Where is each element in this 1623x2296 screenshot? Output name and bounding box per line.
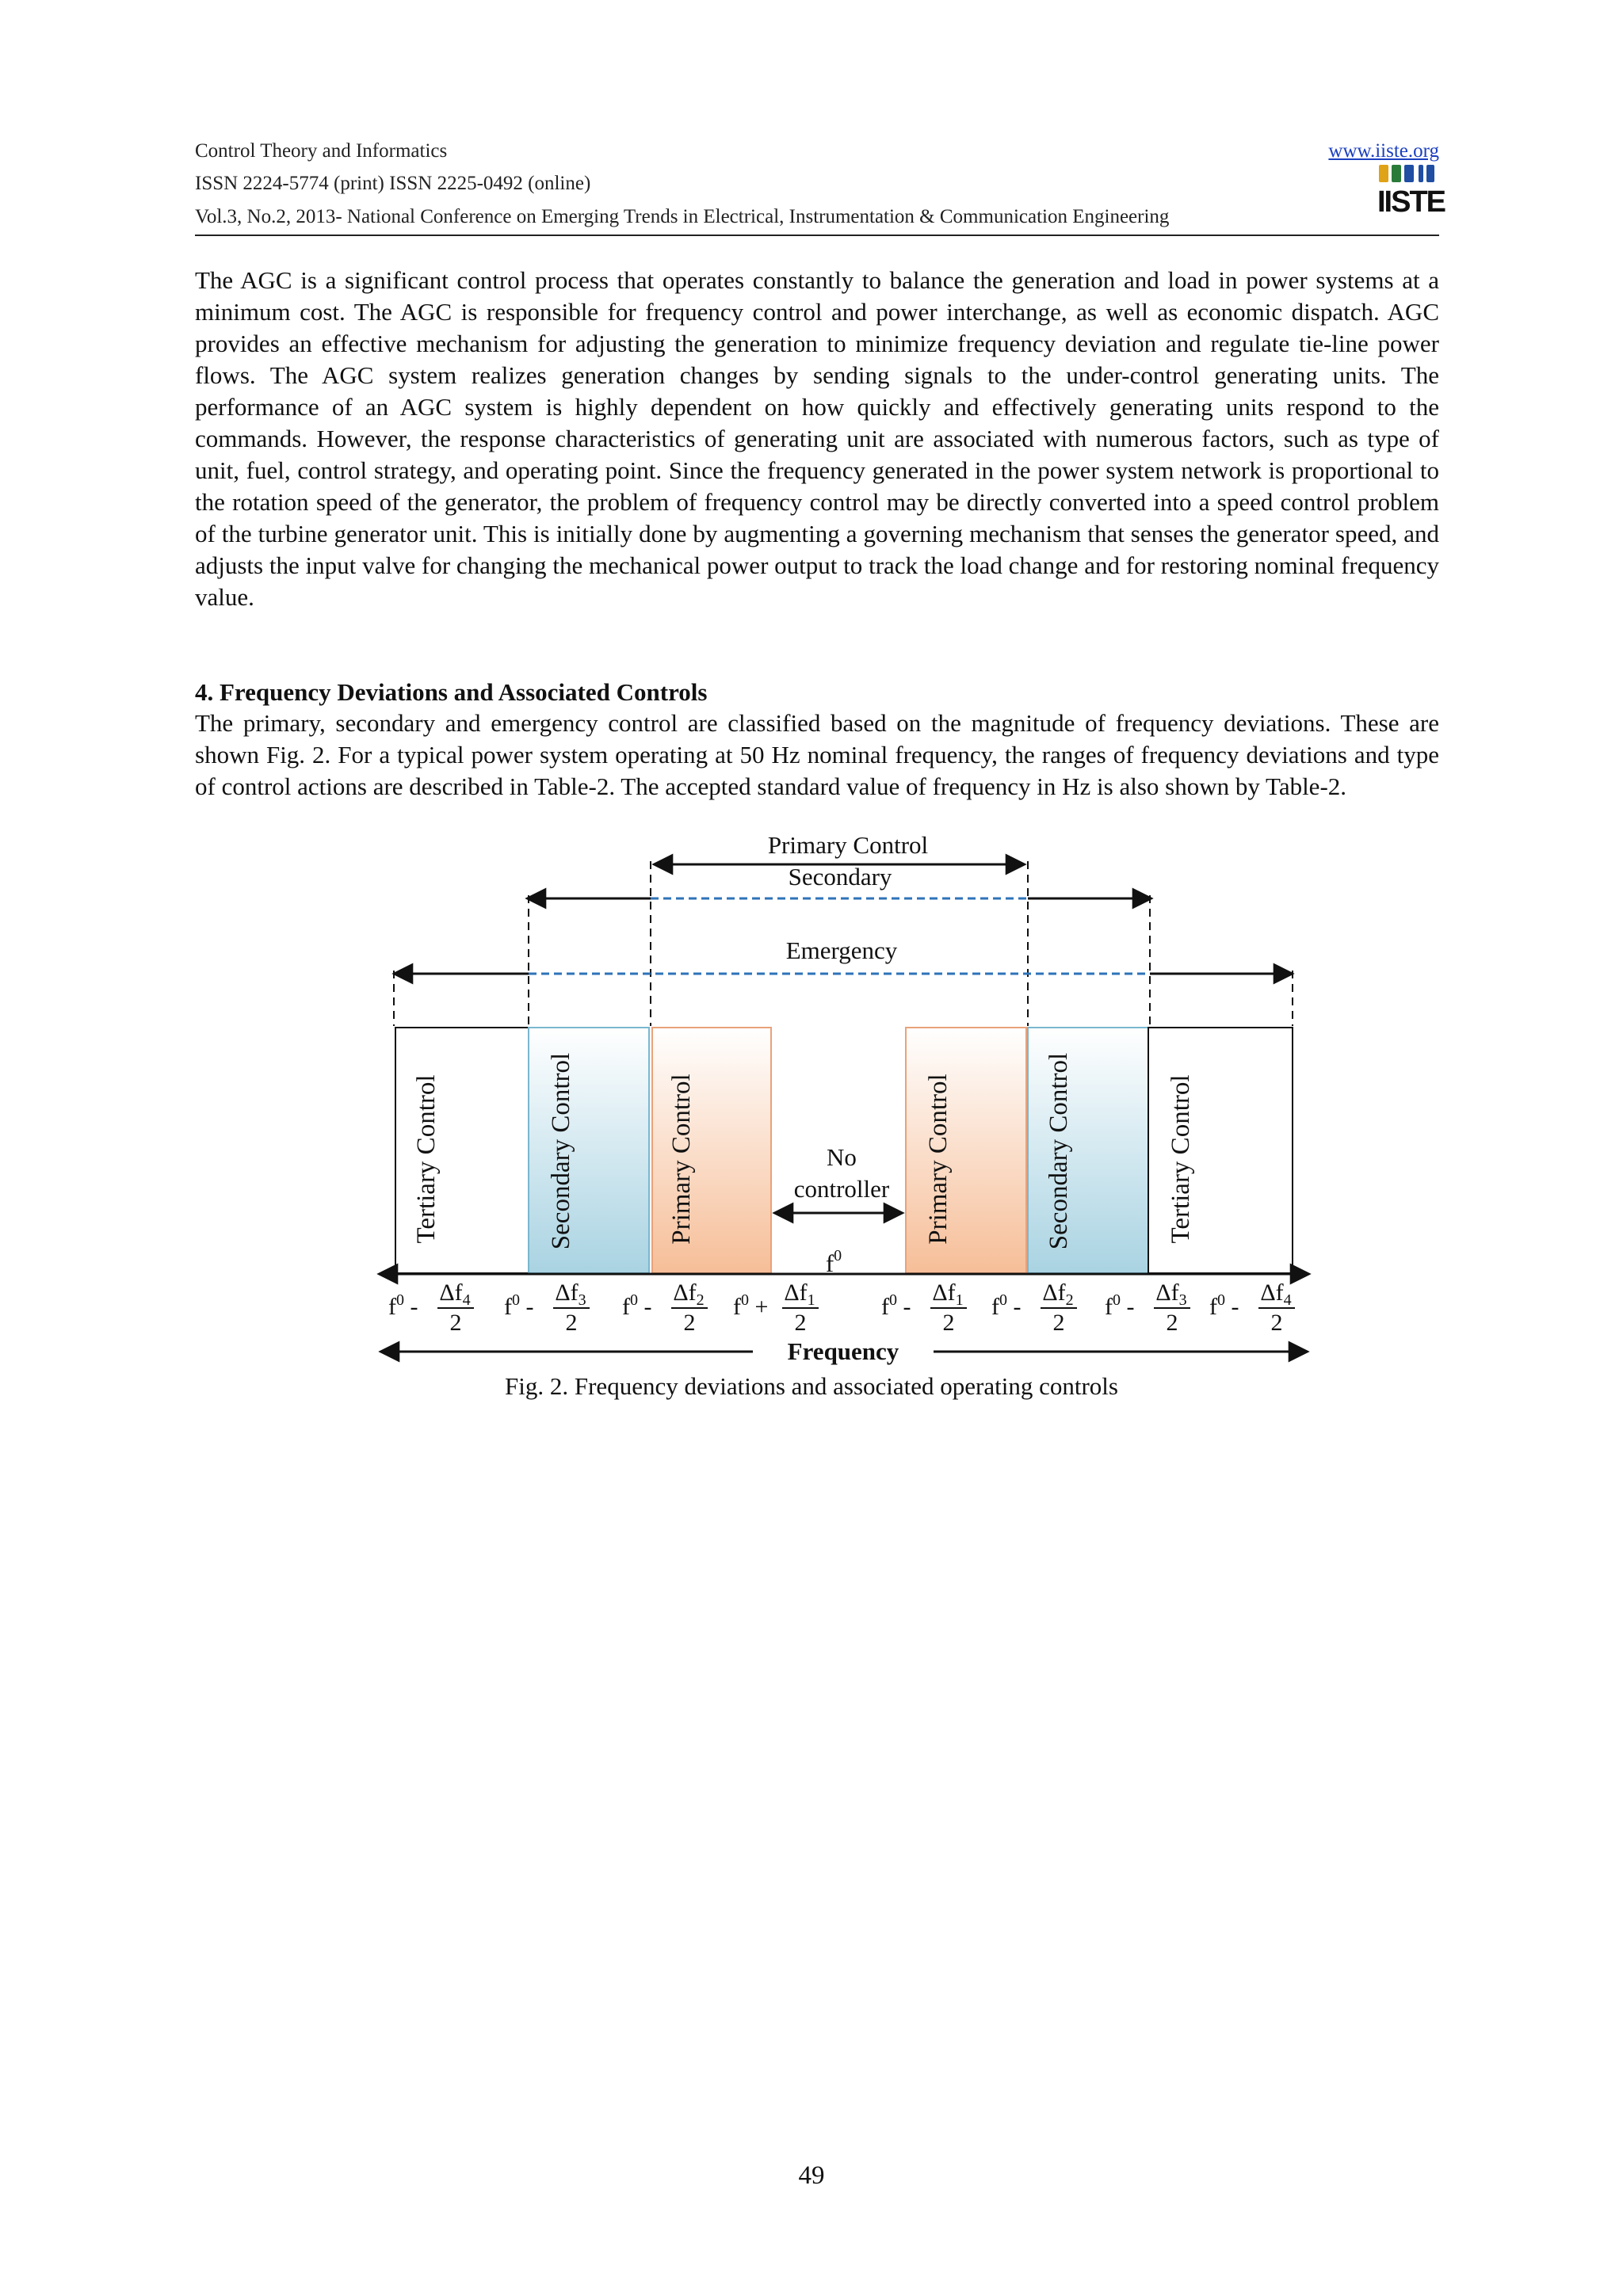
tertiary-control-label-left: Tertiary Control	[412, 1074, 441, 1244]
secondary-control-label-right: Secondary Control	[1044, 1052, 1073, 1250]
tick-denominator: 2	[942, 1310, 955, 1336]
section-heading: 4. Frequency Deviations and Associated Controls	[195, 678, 708, 706]
journal-volume: Vol.3, No.2, 2013- National Conference on Emerging Trends in Electrical, Instrumentation & Communication Engineering	[195, 206, 1170, 227]
frequency-label: Frequency	[787, 1337, 899, 1365]
tick-label	[991, 1280, 1077, 1336]
tick-base: $f^0$ -	[622, 1291, 652, 1320]
logo-bar-icon	[1404, 165, 1414, 182]
tick-label	[388, 1280, 474, 1336]
iiste-logo	[1377, 165, 1445, 225]
tick-label	[733, 1280, 819, 1336]
journal-url-link[interactable]: www.iiste.org	[1328, 140, 1439, 162]
journal-title: Control Theory and Informatics	[195, 140, 448, 162]
tick-base: $f^0$ -	[991, 1291, 1022, 1320]
tick-label	[1105, 1280, 1190, 1336]
emergency-label: Emergency	[785, 936, 898, 964]
no-controller-label-1: No	[827, 1143, 857, 1171]
journal-issn: ISSN 2224-5774 (print) ISSN 2225-0492 (online)	[195, 173, 591, 194]
center-sup: 0	[834, 1247, 842, 1264]
secondary-control-label-left: Secondary Control	[547, 1052, 575, 1250]
tick-base: $f^0$ +	[733, 1291, 769, 1320]
tick-numerator: $\Delta f_2$	[673, 1280, 705, 1309]
tick-base: $f^0$ -	[388, 1291, 418, 1320]
body-paragraph-2: The primary, secondary and emergency control are classified based on the magnitude of frequency deviations. These are shown Fig. 2. For a typical power system operating at 50 Hz nominal frequency, the ranges of frequency deviations and type of control actions are described in Table-2. The accepted standard value of frequency in Hz is also shown by Table-2.	[195, 709, 1439, 800]
secondary-label: Secondary	[788, 863, 892, 891]
tick-label	[622, 1280, 708, 1336]
tick-denominator: 2	[1166, 1310, 1178, 1336]
header-divider	[195, 235, 1439, 236]
logo-bar-icon	[1379, 165, 1388, 182]
tertiary-control-label-right: Tertiary Control	[1167, 1074, 1195, 1244]
tick-denominator: 2	[565, 1310, 578, 1336]
logo-bar-icon	[1419, 165, 1423, 182]
tick-base: $f^0$ -	[1209, 1291, 1239, 1320]
center-f: f	[825, 1249, 834, 1277]
tick-denominator: 2	[1270, 1310, 1283, 1336]
tick-numerator: $\Delta f_1$	[784, 1280, 815, 1309]
tick-numerator: $\Delta f_2$	[1042, 1280, 1074, 1309]
tick-denominator: 2	[1052, 1310, 1065, 1336]
no-controller-label-2: controller	[793, 1175, 890, 1203]
figure-svg	[372, 828, 1323, 1383]
tick-base: $f^0$ -	[1105, 1291, 1135, 1320]
tick-denominator: 2	[449, 1310, 462, 1336]
primary-control-label-left: Primary Control	[667, 1074, 696, 1245]
tick-numerator: $\Delta f_1$	[932, 1280, 964, 1309]
tick-labels	[388, 1280, 1295, 1336]
tick-numerator: $\Delta f_4$	[439, 1280, 471, 1309]
figure-caption: Fig. 2. Frequency deviations and associated operating controls	[505, 1372, 1118, 1400]
tick-base: $f^0$ -	[504, 1291, 534, 1320]
tick-numerator: $\Delta f_3$	[1155, 1280, 1187, 1309]
tick-label	[881, 1280, 967, 1336]
tick-numerator: $\Delta f_4$	[1260, 1280, 1292, 1309]
center-frequency-label	[826, 1247, 842, 1277]
frequency-deviation-figure	[372, 828, 1323, 1383]
tick-denominator: 2	[683, 1310, 696, 1336]
page-number: 49	[798, 2161, 825, 2190]
primary-control-label: Primary Control	[767, 831, 929, 859]
primary-control-label-right: Primary Control	[924, 1074, 953, 1245]
logo-text: IISTE	[1377, 185, 1445, 219]
tick-numerator: $\Delta f_3$	[555, 1280, 586, 1309]
tick-denominator: 2	[794, 1310, 807, 1336]
logo-bar-icon	[1392, 165, 1401, 182]
tick-label	[1209, 1280, 1295, 1336]
body-paragraph-1: The AGC is a significant control process that operates constantly to balance the generation and load in power systems at a minimum cost. The AGC is responsible for frequency control and power interchange, as well as economic dispatch. AGC provides an effective mechanism for adjusting the generation to minimize frequency deviation and regulate tie-line power flows. The AGC system realizes generation changes by sending signals to the under-control generating units. The performance of an AGC system is highly dependent on how quickly and effectively generating units respond to the commands. However, the response characteristics of generating unit are associated with numerous factors, such as type of unit, fuel, control strategy, and operating point. Since the frequency generated in the power system network is proportional to the rotation speed of the generator, the problem of frequency control may be directly converted into a speed control problem of the turbine generator unit. This is initially done by augmenting a governing mechanism that senses the generator speed, and adjusts the input valve for changing the mechanical power output to track the load change and for restoring nominal frequency value.	[195, 266, 1439, 611]
tick-label	[504, 1280, 590, 1336]
logo-bar-icon	[1426, 165, 1434, 182]
tick-base: $f^0$ -	[881, 1291, 911, 1320]
